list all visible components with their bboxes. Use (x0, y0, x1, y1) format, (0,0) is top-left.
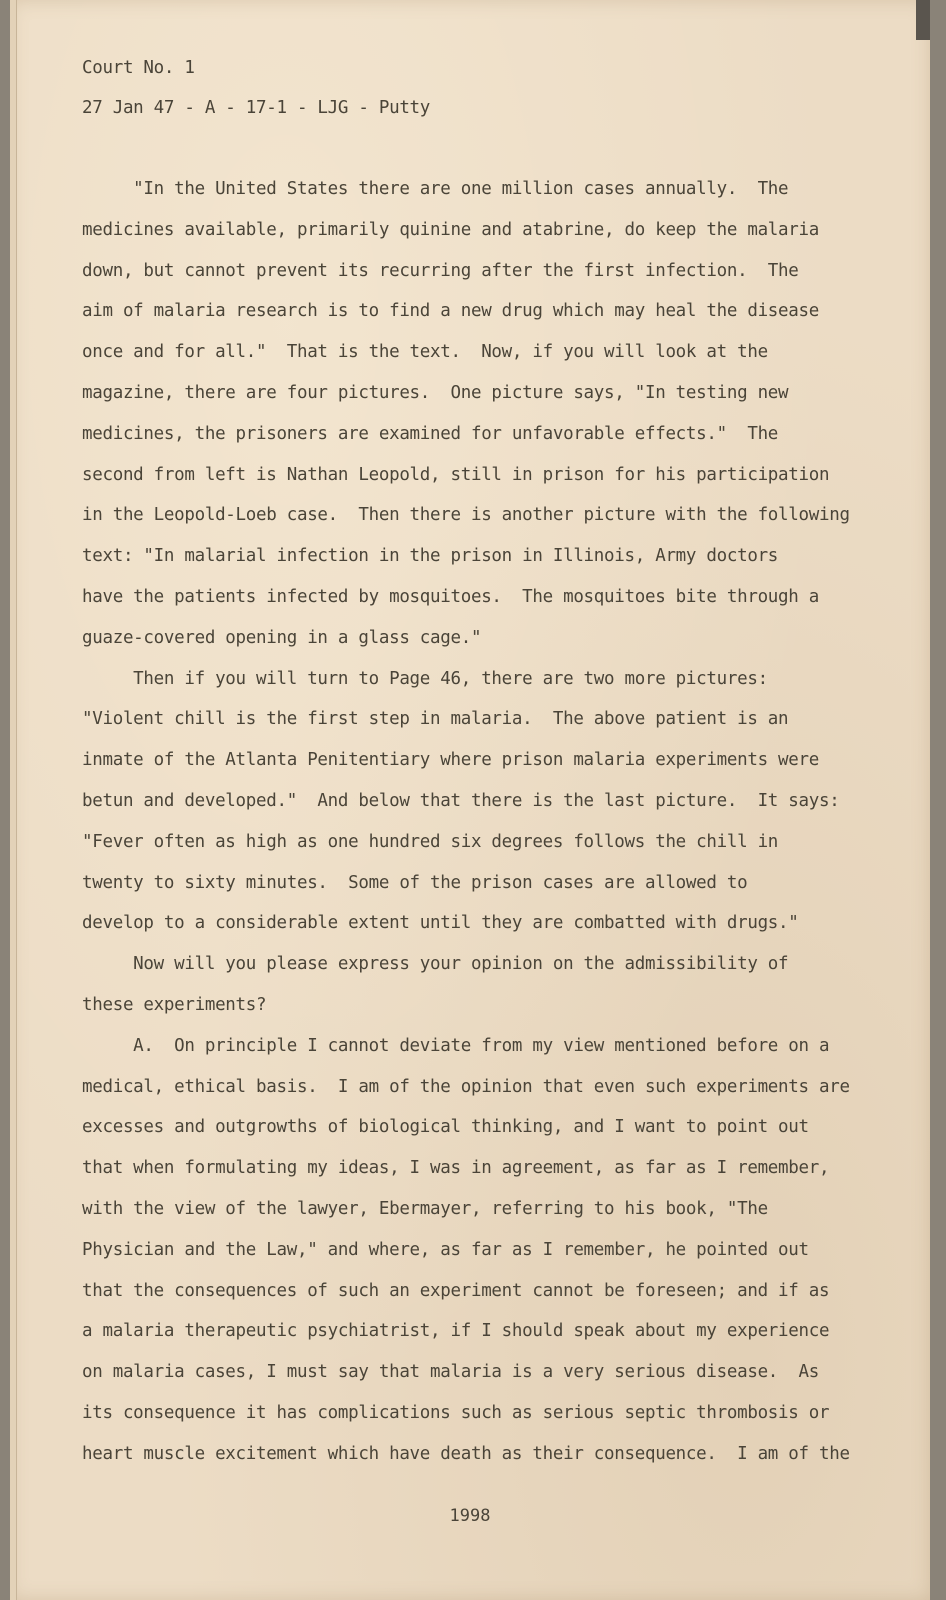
transcript-line: that the consequences of such an experiment cannot be foreseen; and if as (82, 1280, 830, 1301)
transcript-line: that when formulating my ideas, I was in agreement, as far as I remember, (82, 1158, 830, 1179)
transcript-line: these experiments? (82, 995, 267, 1015)
transcript-line: Then if you will turn to Page 46, there are two more pictures: (82, 668, 768, 689)
transcript-line: its consequence it has complications such as serious septic thrombosis or (82, 1403, 830, 1423)
transcript-line: twenty to sixty minutes. Some of the prison cases are allowed to (82, 872, 748, 893)
page-left-edge (10, 0, 17, 1600)
transcript-line: excesses and outgrowths of biological thinking, and I want to point out (82, 1117, 809, 1138)
session-line: 27 Jan 47 - A - 17-1 - LJG - Putty (82, 98, 431, 118)
document-page (10, 0, 930, 1600)
page-corner-shadow (916, 0, 930, 40)
transcript-line: with the view of the lawyer, Ebermayer, referring to his book, "The (82, 1199, 768, 1219)
court-number: Court No. 1 (82, 58, 195, 78)
transcript-line: A. On principle I cannot deviate from my view mentioned before on a (82, 1035, 830, 1056)
transcript-line: have the patients infected by mosquitoes. The mosquitoes bite through a (82, 587, 819, 607)
transcript-line: Now will you please express your opinion on the admissibility of (82, 954, 789, 975)
transcript-line: magazine, there are four pictures. One picture says, "In testing new (82, 383, 789, 403)
transcript-line: in the Leopold-Loeb case. Then there is another picture with the following (82, 505, 850, 526)
transcript-line: text: "In malarial infection in the prison in Illinois, Army doctors (82, 546, 779, 567)
transcript-line: Physician and the Law," and where, as far as I remember, he pointed out (82, 1239, 809, 1260)
transcript-line: medicines available, primarily quinine and atabrine, do keep the malaria (82, 219, 819, 240)
transcript-line: "In the United States there are one million cases annually. The (82, 179, 789, 199)
transcript-line: on malaria cases, I must say that malaria is a very serious disease. As (82, 1362, 819, 1383)
transcript-line: "Violent chill is the first step in malaria. The above patient is an (82, 709, 789, 730)
transcript-line: down, but cannot prevent its recurring after the first infection. The (82, 260, 799, 281)
transcript-line: betun and developed." And below that there is the last picture. It says: (82, 791, 840, 811)
transcript-line: second from left is Nathan Leopold, still in prison for his participation (82, 464, 830, 485)
transcript-line: develop to a considerable extent until they are combatted with drugs." (82, 913, 799, 934)
page-number: 1998 (449, 1506, 491, 1526)
transcript-line: aim of malaria research is to find a new drug which may heal the disease (82, 301, 819, 322)
transcript-line: once and for all." That is the text. Now, if you will look at the (82, 342, 768, 363)
transcript-line: "Fever often as high as one hundred six degrees follows the chill in (82, 831, 779, 852)
transcript-line: heart muscle excitement which have death as their consequence. I am of the (82, 1443, 850, 1464)
transcript-line: inmate of the Atlanta Penitentiary where prison malaria experiments were (82, 750, 819, 771)
transcript-line: guaze-covered opening in a glass cage." (82, 627, 482, 648)
transcript-line: medical, ethical basis. I am of the opinion that even such experiments are (82, 1076, 850, 1097)
transcript-line: medicines, the prisoners are examined for unfavorable effects." The (82, 423, 779, 444)
transcript-line: a malaria therapeutic psychiatrist, if I should speak about my experience (82, 1321, 830, 1342)
